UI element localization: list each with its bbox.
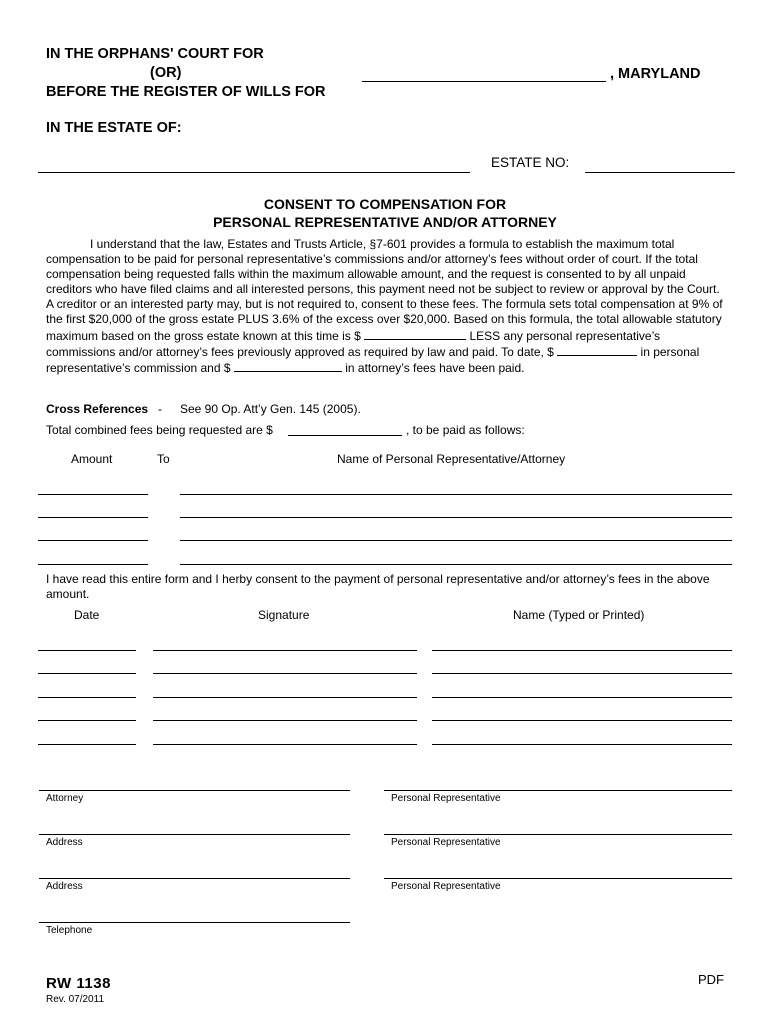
address-field[interactable] <box>39 834 350 835</box>
form-title-line2: PERSONAL REPRESENTATIVE AND/OR ATTORNEY <box>213 214 557 230</box>
date-field[interactable] <box>38 697 136 698</box>
date-field[interactable] <box>38 650 136 651</box>
payee-name-field[interactable] <box>180 517 732 518</box>
estate-no-field[interactable] <box>585 172 735 173</box>
signature-field[interactable] <box>153 697 417 698</box>
total-fees-suffix: , to be paid as follows: <box>406 423 525 437</box>
payee-name-field[interactable] <box>180 564 732 565</box>
pr-commission-field[interactable] <box>557 344 637 356</box>
address-label: Address <box>46 881 83 892</box>
amount-field[interactable] <box>38 540 148 541</box>
pr-signature-field[interactable] <box>384 878 732 879</box>
address-label: Address <box>46 837 83 848</box>
form-number: RW 1138 <box>46 975 111 992</box>
printed-name-field[interactable] <box>432 673 732 674</box>
signature-field[interactable] <box>153 650 417 651</box>
amount-header: Amount <box>71 452 113 466</box>
printed-name-field[interactable] <box>432 697 732 698</box>
cross-ref-label: Cross References <box>46 402 149 416</box>
pr-signature-field[interactable] <box>384 790 732 791</box>
attorney-label: Attorney <box>46 793 84 804</box>
revision-date: Rev. 07/2011 <box>46 994 105 1005</box>
date-field[interactable] <box>38 720 136 721</box>
statutory-max-field[interactable] <box>364 328 466 340</box>
paragraph-text-2: LESS any personal representative’s commissions and/or attorney’s fees previously approved as required by law and paid. To date, $ <box>46 328 661 359</box>
cross-ref-dash: - <box>158 402 162 416</box>
estate-of-label: IN THE ESTATE OF: <box>46 120 182 136</box>
form-title-line1: CONSENT TO COMPENSATION FOR <box>263 196 507 212</box>
attorney-signature-field[interactable] <box>39 790 350 791</box>
state-suffix: , MARYLAND <box>610 66 701 82</box>
payee-name-field[interactable] <box>180 540 732 541</box>
amount-field[interactable] <box>38 517 148 518</box>
total-fees-label: Total combined fees being requested are $ <box>46 423 273 437</box>
amount-field[interactable] <box>38 494 148 495</box>
signature-field[interactable] <box>153 744 417 745</box>
or-line: (OR) <box>150 65 182 81</box>
date-header: Date <box>74 608 100 622</box>
paragraph-text-4: in attorney’s fees have been paid. <box>345 360 525 375</box>
signature-header: Signature <box>258 608 310 622</box>
telephone-label: Telephone <box>46 925 93 936</box>
pdf-label: PDF <box>698 972 724 987</box>
paragraph-text-1: I understand that the law, Estates and Trusts Article, §7-601 provides a formula to establish the maximum total compensation to be paid for personal representative’s commissions and/or attorney’s fees without order of court. If the total compensation being requested falls within the maximum allowable amount, and the request is consented to by all unpaid creditors who have filed claims and all interested persons, this payment need not be subject to review or approval by the Court. A creditor or an interested party may, but is not required to, consent to these fees. The formula sets total compensation at 9% of the first $20,000 of the gross estate PLUS 3.6% of the excess over $20,000. Based on this formula, the total allowable statutory maximum based on the gross estate known at this time is $ <box>46 237 723 343</box>
date-field[interactable] <box>38 744 136 745</box>
printed-name-field[interactable] <box>432 650 732 651</box>
register-line: BEFORE THE REGISTER OF WILLS FOR <box>46 84 326 100</box>
court-line: IN THE ORPHANS' COURT FOR <box>46 46 264 62</box>
county-field[interactable] <box>362 81 606 82</box>
cross-ref-text: See 90 Op. Att’y Gen. 145 (2005). <box>180 402 361 416</box>
address-field[interactable] <box>39 878 350 879</box>
pr-signature-field[interactable] <box>384 834 732 835</box>
telephone-field[interactable] <box>39 922 350 923</box>
to-header: To <box>157 452 170 466</box>
printed-name-field[interactable] <box>432 744 732 745</box>
statute-paragraph <box>46 237 726 376</box>
pr-label: Personal Representative <box>391 837 501 848</box>
payee-name-header: Name of Personal Representative/Attorney <box>337 452 566 466</box>
total-fees-field[interactable] <box>288 435 402 436</box>
pr-label: Personal Representative <box>391 793 501 804</box>
payee-name-field[interactable] <box>180 494 732 495</box>
pr-label: Personal Representative <box>391 881 501 892</box>
printed-name-header: Name (Typed or Printed) <box>513 608 645 622</box>
amount-field[interactable] <box>38 564 148 565</box>
paragraph-text-3: in personal representative’s commission and $ <box>46 344 700 375</box>
signature-field[interactable] <box>153 673 417 674</box>
consent-statement: I have read this entire form and I herby consent to the payment of personal representative and/or attorney’s fees in the above amount. <box>46 572 710 601</box>
printed-name-field[interactable] <box>432 720 732 721</box>
date-field[interactable] <box>38 673 136 674</box>
attorney-fees-field[interactable] <box>234 360 342 372</box>
estate-name-field[interactable] <box>38 172 470 173</box>
signature-field[interactable] <box>153 720 417 721</box>
estate-no-label: ESTATE NO: <box>491 155 570 170</box>
